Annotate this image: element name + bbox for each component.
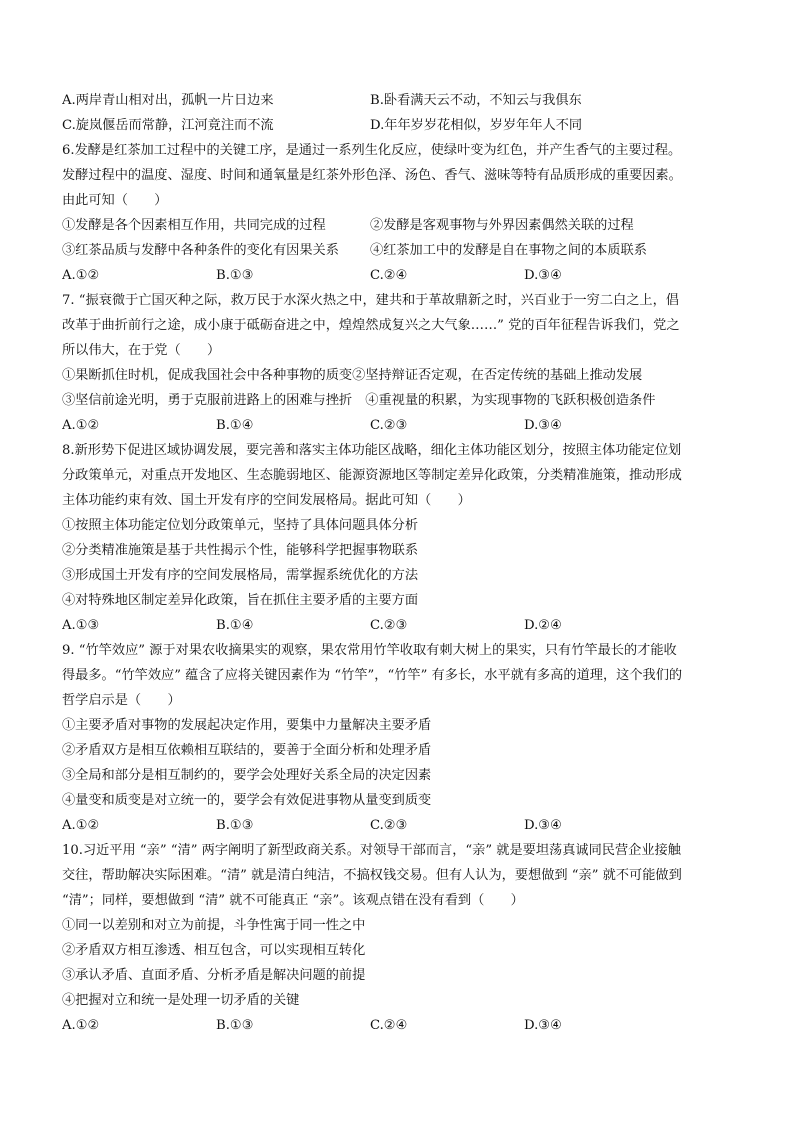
q8-options — [62, 613, 732, 638]
q6-option-b: B.①③ — [216, 268, 254, 283]
q7-statements-line-1: ①果断抓住时机，促成我国社会中各种事物的质变②坚持辩证否定观，在否定传统的基础上推动发展 — [62, 368, 643, 383]
q9-statement-2: ②矛盾双方是相互依赖相互联结的，要善于全面分析和处理矛盾 — [62, 743, 432, 758]
q10-options — [62, 1013, 732, 1038]
q5-option-d: D.年年岁岁花相似，岁岁年年人不同 — [370, 118, 583, 133]
q6-stem-line-1: 6.发酵是红茶加工过程中的关键工序，是通过一系列生化反应，使绿叶变为红色，并产生香气的主要过程。 — [62, 143, 682, 158]
q6-statement-3: ③红茶品质与发酵中各种条件的变化有因果关系 — [62, 243, 339, 258]
q6-statements-row-1 — [62, 213, 732, 238]
q9-stem-line-2: 得最多。“竹竿效应” 蕴含了应将关键因素作为 “竹竿”，“竹竿” 有多长，水平就有多高的道理，这个我们的 — [62, 668, 683, 683]
q10-option-c: C.②④ — [370, 1018, 408, 1033]
q6-stem-line-2: 发酵过程中的温度、湿度、时间和通氧量是红茶外形色泽、汤色、香气、滋味等特有品质形成的重要因素。 — [62, 168, 682, 183]
q9-statement-4: ④量变和质变是对立统一的，要学会有效促进事物从量变到质变 — [62, 793, 432, 808]
q8-statement-4: ④对特殊地区制定差异化政策，旨在抓住主要矛盾的主要方面 — [62, 593, 419, 608]
q10-option-d: D.③④ — [524, 1018, 562, 1033]
q8-stem-line-3: 主体功能约束有效、国土开发有序的空间发展格局。据此可知（ ） — [62, 493, 471, 508]
q7-stem-line-2: 改革于曲折前行之途，成小康于砥砺奋进之中，煌煌然成复兴之大气象……” 党的百年征程告诉我们，党之 — [62, 318, 680, 333]
q8-option-a: A.①③ — [62, 618, 100, 633]
q8-statement-2: ②分类精准施策是基于共性揭示个性，能够科学把握事物联系 — [62, 543, 419, 558]
q9-stem-line-3: 哲学启示是（ ） — [62, 693, 181, 708]
q10-statement-1: ①同一以差别和对立为前提，斗争性寓于同一性之中 — [62, 918, 366, 933]
q9-option-a: A.①② — [62, 818, 100, 833]
q6-stem-line-3: 由此可知（ ） — [62, 193, 168, 208]
q10-stem-line-3: “清”；同样，要想做到 “清” 就不可能真正 “亲”。该观点错在没有看到（ ） — [62, 893, 524, 908]
q8-statement-3: ③形成国土开发有序的空间发展格局，需掌握系统优化的方法 — [62, 568, 419, 583]
q8-stem-line-2: 分政策单元，对重点开发地区、生态脆弱地区、能源资源地区等制定差异化政策，分类精准施策，推动形成 — [62, 468, 682, 483]
q5-option-c: C.旋岚偃岳而常静，江河竟注而不流 — [62, 118, 274, 133]
q8-option-d: D.②④ — [524, 618, 562, 633]
q9-stem-line-1: 9. “竹竿效应” 源于对果农收摘果实的观察，果农常用竹竿收取有刺大树上的果实，只有竹竿最长的才能收 — [62, 643, 677, 658]
q10-option-b: B.①③ — [216, 1018, 254, 1033]
q6-statement-1: ①发酵是各个因素相互作用，共同完成的过程 — [62, 218, 326, 233]
q7-option-a: A.①② — [62, 418, 100, 433]
q6-option-a: A.①② — [62, 268, 100, 283]
q7-option-d: D.③④ — [524, 418, 562, 433]
q10-stem-line-1: 10.习近平用 “亲” “清” 两字阐明了新型政商关系。对领导干部而言，“亲” 就是要坦荡真诚同民营企业接触 — [62, 843, 681, 858]
q7-options — [62, 413, 732, 438]
q7-stem-line-1: 7. “振衰微于亡国灭种之际，救万民于水深火热之中，建共和于革故鼎新之时，兴百业于一穷二白之上，倡 — [62, 293, 679, 308]
q6-option-c: C.②④ — [370, 268, 408, 283]
q7-stem-line-3: 所以伟大，在于党（ ） — [62, 343, 221, 358]
exam-page — [62, 88, 732, 1038]
q5-option-b: B.卧看满天云不动，不知云与我俱东 — [370, 93, 582, 108]
q6-statement-2: ②发酵是客观事物与外界因素偶然关联的过程 — [370, 218, 634, 233]
q6-statement-4: ④红茶加工中的发酵是自在事物之间的本质联系 — [370, 243, 647, 258]
q9-option-d: D.③④ — [524, 818, 562, 833]
q7-statements-line-2: ③坚信前途光明，勇于克服前进路上的困难与挫折 ④重视量的积累，为实现事物的飞跃积极创造条件 — [62, 393, 656, 408]
q9-statement-1: ①主要矛盾对事物的发展起决定作用，要集中力量解决主要矛盾 — [62, 718, 432, 733]
q5-option-a: A.两岸青山相对出，孤帆一片日边来 — [62, 93, 274, 108]
q7-option-b: B.①④ — [216, 418, 254, 433]
q8-stem-line-1: 8.新形势下促进区域协调发展，要完善和落实主体功能区战略，细化主体功能区划分，按照主体功能定位划 — [62, 443, 682, 458]
q9-option-b: B.①③ — [216, 818, 254, 833]
q6-statements-row-2 — [62, 238, 732, 263]
q10-option-a: A.①② — [62, 1018, 100, 1033]
q9-option-c: C.②③ — [370, 818, 408, 833]
q5-options-row-1 — [62, 88, 732, 113]
q10-statement-2: ②矛盾双方相互渗透、相互包含，可以实现相互转化 — [62, 943, 366, 958]
q9-options — [62, 813, 732, 838]
q5-options-row-2 — [62, 113, 732, 138]
q10-statement-4: ④把握对立和统一是处理一切矛盾的关键 — [62, 993, 300, 1008]
q8-option-c: C.②③ — [370, 618, 408, 633]
q8-statement-1: ①按照主体功能定位划分政策单元，坚持了具体问题具体分析 — [62, 518, 419, 533]
q10-statement-3: ③承认矛盾、直面矛盾、分析矛盾是解决问题的前提 — [62, 968, 366, 983]
q7-option-c: C.②③ — [370, 418, 408, 433]
q10-stem-line-2: 交往，帮助解决实际困难。“清” 就是清白纯洁，不搞权钱交易。但有人认为，要想做到 “亲” 就不可能做到 — [62, 868, 682, 883]
q9-statement-3: ③全局和部分是相互制约的，要学会处理好关系全局的决定因素 — [62, 768, 432, 783]
q6-option-d: D.③④ — [524, 268, 562, 283]
q6-options — [62, 263, 732, 288]
q8-option-b: B.①④ — [216, 618, 254, 633]
